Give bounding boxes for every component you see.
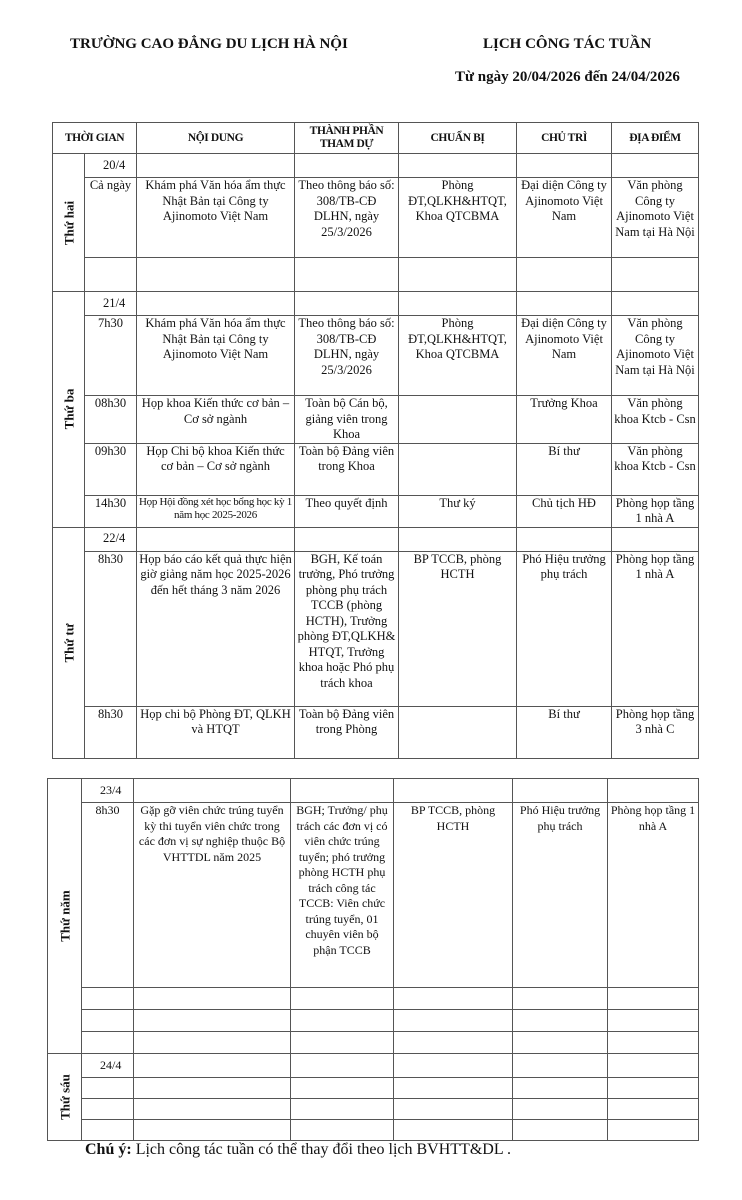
empty-row bbox=[53, 258, 699, 292]
empty-row bbox=[48, 1078, 699, 1099]
event-time: 14h30 bbox=[85, 495, 137, 527]
event-chair: Bí thư bbox=[517, 706, 612, 758]
empty-row bbox=[48, 1120, 699, 1141]
table-row bbox=[53, 316, 699, 396]
event-content: Khám phá Văn hóa ẩm thực Nhật Bản tại Công ty Ajinomoto Việt Nam bbox=[137, 178, 295, 258]
table-row bbox=[48, 803, 699, 988]
event-prepare: Phòng ĐT,QLKH&HTQT, Khoa QTCBMA bbox=[399, 316, 517, 396]
event-chair: Đại diện Công ty Ajinomoto Việt Nam bbox=[517, 316, 612, 396]
date-row bbox=[53, 154, 699, 178]
event-chair: Phó Hiệu trưởng phụ trách bbox=[513, 803, 608, 988]
footnote-text: Lịch công tác tuần có thể thay đổi theo lịch BVHTT&DL . bbox=[131, 1141, 511, 1158]
event-participants: Toàn bộ Đảng viên trong Phòng bbox=[295, 706, 399, 758]
event-place: Văn phòng khoa Ktcb - Csn bbox=[612, 396, 699, 444]
event-content: Họp báo cáo kết quả thực hiện giờ giảng năm học 2025-2026 đến hết tháng 3 năm 2026 bbox=[137, 551, 295, 706]
event-prepare: BP TCCB, phòng HCTH bbox=[394, 803, 513, 988]
col-place-header: ĐỊA ĐIỂM bbox=[612, 123, 699, 154]
empty-row bbox=[48, 988, 699, 1010]
event-prepare: Thư ký bbox=[399, 495, 517, 527]
event-participants: Theo quyết định bbox=[295, 495, 399, 527]
event-place: Văn phòng Công ty Ajinomoto Việt Nam tại Hà Nội bbox=[612, 178, 699, 258]
event-content: Họp chi bộ Phòng ĐT, QLKH và HTQT bbox=[137, 706, 295, 758]
date-row bbox=[53, 292, 699, 316]
event-prepare: BP TCCB, phòng HCTH bbox=[399, 551, 517, 706]
footnote bbox=[85, 1141, 511, 1159]
event-participants: Theo thông báo số: 308/TB-CĐ DLHN, ngày 25/3/2026 bbox=[295, 178, 399, 258]
event-chair: Trưởng Khoa bbox=[517, 396, 612, 444]
event-time: 8h30 bbox=[82, 803, 134, 988]
event-participants: Toàn bộ Đảng viên trong Khoa bbox=[295, 443, 399, 495]
col-content-header: NỘI DUNG bbox=[137, 123, 295, 154]
table-row bbox=[53, 396, 699, 444]
event-prepare bbox=[399, 396, 517, 444]
event-place: Văn phòng Công ty Ajinomoto Việt Nam tại Hà Nội bbox=[612, 316, 699, 396]
event-participants: BGH, Kế toán trưởng, Phó trưởng phòng phụ trách TCCB (phòng HCTH), Trưởng phòng ĐT,QLKH& HTQT, Trưởng khoa hoặc Phó phụ trách khoa bbox=[295, 551, 399, 706]
event-time: 7h30 bbox=[85, 316, 137, 396]
event-chair: Đại diện Công ty Ajinomoto Việt Nam bbox=[517, 178, 612, 258]
event-place: Văn phòng khoa Ktcb - Csn bbox=[612, 443, 699, 495]
event-content: Họp Chi bộ khoa Kiến thức cơ bản – Cơ sở ngành bbox=[137, 443, 295, 495]
empty-row bbox=[48, 1032, 699, 1054]
school-name: TRƯỜNG CAO ĐẲNG DU LỊCH HÀ NỘI bbox=[70, 36, 348, 52]
event-participants: Theo thông báo số: 308/TB-CĐ DLHN, ngày 25/3/2026 bbox=[295, 316, 399, 396]
table-header-row bbox=[53, 123, 699, 154]
table-row bbox=[53, 178, 699, 258]
col-time-header: THỜI GIAN bbox=[53, 123, 137, 154]
date-row bbox=[48, 1054, 699, 1078]
table-row bbox=[53, 495, 699, 527]
event-time: Cả ngày bbox=[85, 178, 137, 258]
event-content: Khám phá Văn hóa ẩm thực Nhật Bản tại Công ty Ajinomoto Việt Nam bbox=[137, 316, 295, 396]
event-time: 08h30 bbox=[85, 396, 137, 444]
event-time: 8h30 bbox=[85, 706, 137, 758]
day-label: Thứ ba bbox=[53, 292, 85, 528]
event-place: Phòng họp tầng 3 nhà C bbox=[612, 706, 699, 758]
empty-row bbox=[48, 1099, 699, 1120]
event-participants: BGH; Trưởng/ phụ trách các đơn vị có viên chức trúng tuyển; phó trưởng phòng HCTH phụ trách công tác TCCB: Viên chức trúng tuyển, 01 chuyên viên bộ phận TCCB bbox=[291, 803, 394, 988]
event-participants: Toàn bộ Cán bộ, giảng viên trong Khoa bbox=[295, 396, 399, 444]
table-row bbox=[53, 706, 699, 758]
date-range: Từ ngày 20/04/2026 đến 24/04/2026 bbox=[455, 69, 680, 85]
date-row bbox=[53, 527, 699, 551]
event-chair: Chủ tịch HĐ bbox=[517, 495, 612, 527]
event-prepare bbox=[399, 706, 517, 758]
date-row bbox=[48, 779, 699, 803]
schedule-table-1 bbox=[52, 122, 699, 759]
event-content: Họp khoa Kiến thức cơ bản – Cơ sở ngành bbox=[137, 396, 295, 444]
event-prepare: Phòng ĐT,QLKH&HTQT, Khoa QTCBMA bbox=[399, 178, 517, 258]
event-chair: Phó Hiệu trưởng phụ trách bbox=[517, 551, 612, 706]
day-label: Thứ tư bbox=[53, 527, 85, 758]
date-cell: 20/4 bbox=[85, 154, 137, 178]
date-cell: 24/4 bbox=[82, 1054, 134, 1078]
event-content: Họp Hội đồng xét học bổng học kỳ 1 năm học 2025-2026 bbox=[137, 495, 295, 527]
event-content: Gặp gỡ viên chức trúng tuyển kỳ thi tuyển viên chức trong các đơn vị sự nghiệp thuộc Bộ VHTTDL năm 2025 bbox=[134, 803, 291, 988]
footnote-label: Chú ý: bbox=[85, 1141, 132, 1158]
day-label: Thứ năm bbox=[48, 779, 82, 1054]
day-label: Thứ sáu bbox=[48, 1054, 82, 1141]
event-place: Phòng họp tầng 1 nhà A bbox=[612, 495, 699, 527]
table-row bbox=[53, 443, 699, 495]
event-chair: Bí thư bbox=[517, 443, 612, 495]
event-time: 09h30 bbox=[85, 443, 137, 495]
day-label: Thứ hai bbox=[53, 154, 85, 292]
event-prepare bbox=[399, 443, 517, 495]
date-cell: 22/4 bbox=[85, 527, 137, 551]
schedule-title: LỊCH CÔNG TÁC TUẦN bbox=[483, 36, 652, 52]
event-place: Phòng họp tầng 1 nhà A bbox=[608, 803, 699, 988]
schedule-table-2 bbox=[47, 778, 699, 1141]
table-row bbox=[53, 551, 699, 706]
empty-row bbox=[48, 1010, 699, 1032]
col-prepare-header: CHUẨN BỊ bbox=[399, 123, 517, 154]
date-cell: 23/4 bbox=[82, 779, 134, 803]
event-place: Phòng họp tầng 1 nhà A bbox=[612, 551, 699, 706]
event-time: 8h30 bbox=[85, 551, 137, 706]
col-chair-header: CHỦ TRÌ bbox=[517, 123, 612, 154]
col-participants-header: THÀNH PHẦN THAM DỰ bbox=[295, 123, 399, 154]
date-cell: 21/4 bbox=[85, 292, 137, 316]
